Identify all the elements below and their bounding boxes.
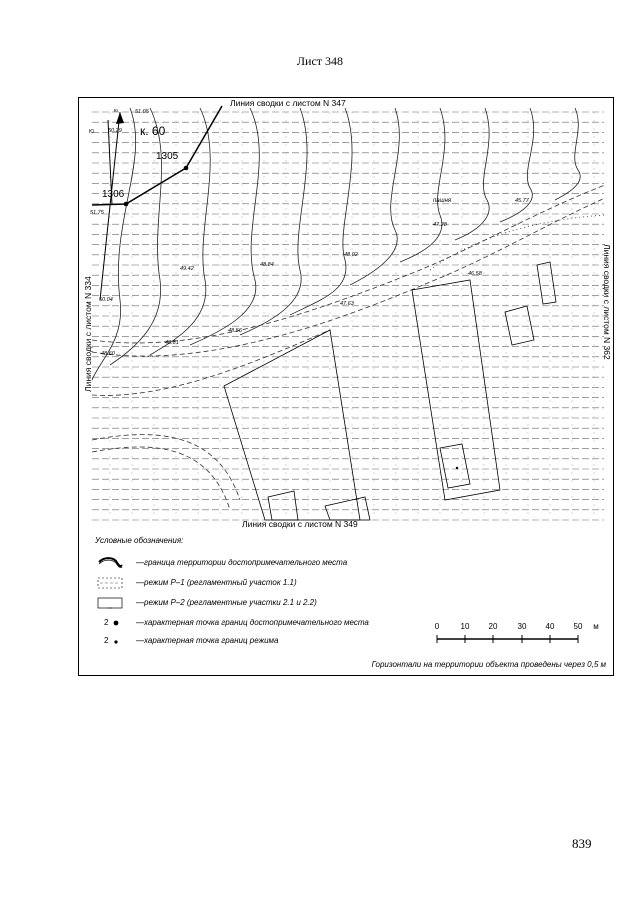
legend-item-r2 [78,596,614,610]
north-label: Ю [89,129,95,135]
contour-value: 47.28 [433,222,447,228]
legend-title: Условные обозначения: [95,536,184,545]
legend-item-text: —режим Р–1 (регламентный участок 1.1) [136,578,297,587]
building [325,497,370,520]
contour-value: 48.81 [165,340,179,346]
bottom-border-label: Линия сводки с листом N 349 [242,519,358,529]
legend-item-text: —граница территории достопримечательного места [136,558,348,567]
contour-value: 47.63 [340,301,354,307]
contour-line [350,108,399,285]
building [505,306,534,345]
point-label: к. 60 [140,124,166,138]
building [440,444,470,488]
building [268,491,298,520]
contour-line [555,108,580,200]
scale-tick-label: 20 [488,622,498,631]
scale-tick-label: 10 [460,622,470,631]
road [92,330,330,395]
r1-symbol-icon [94,576,134,590]
lot-outline [412,280,500,500]
road [92,447,230,510]
top-border-label: Линия сводки с листом N 347 [230,98,346,108]
arable-label: пашня [433,198,452,204]
building-marker [456,467,458,469]
scale-unit: м [593,622,599,631]
building [537,262,556,304]
legend [78,528,614,676]
contour-note: Горизонтали на территории объекта проведены через 0,5 м [371,660,606,669]
scale-tick-label: 30 [517,622,527,631]
r2-symbol-icon [94,596,134,610]
point-1305-label: 1305 [156,151,179,162]
page-title: Лист 348 [296,54,344,68]
boundary-point-1305 [184,166,189,171]
contour-value: 48.84 [260,262,274,268]
scale-ruler [433,633,623,645]
scale-tick-label: 0 [434,622,440,631]
contour-value: 48.60 [101,351,115,357]
road [92,198,605,356]
point-1306-label: 1306 [102,189,125,200]
contour-value: 50.04 [99,297,113,303]
north-arrow [100,112,120,300]
contour-value: 50.29 [108,128,122,134]
contour-value: 51.05 [135,109,149,115]
contour-line [455,108,489,240]
contour-line [500,108,534,222]
scale-tick-label: 40 [545,622,555,631]
legend-item-r1 [78,576,614,590]
point-symbol-icon [94,616,134,630]
page-number: 839 [572,836,592,851]
scale-bar [433,622,623,648]
right-border-label: Линия сводки с листом N 362 [602,244,612,360]
contour-value: 46.58 [468,271,482,277]
contour-value: 48.02 [344,252,358,258]
contour-line [400,108,445,262]
contour-line [290,108,352,315]
contour-value: 49.42 [180,266,194,272]
contour-value: 45.77 [515,198,529,204]
contour-line [92,108,136,380]
left-border-label: Линия сводки с листом N 334 [83,276,93,392]
road [92,435,240,500]
contour-value: 48.56 [228,328,242,334]
legend-item-boundary [78,556,614,570]
contour-line [150,108,210,355]
legend-item-text: —режим Р–2 (регламентные участки 2.1 и 2.2) [136,598,317,607]
boundary-symbol-icon [94,556,134,570]
regime-point-icon [94,634,134,648]
contour-value: 51.75 [90,210,104,216]
scale-tick-label: 50 [573,622,583,631]
legend-item-text: —характерная точка границ достопримечательного места [136,618,369,627]
legend-point-number: 2 [104,636,109,645]
contour-values [90,109,530,357]
legend-item-text: —характерная точка границ режима [136,636,279,645]
legend-point-number: 2 [104,618,109,627]
road [430,215,605,270]
north-label-2: ю [114,108,118,114]
buildings [224,262,556,520]
contour-line [240,108,307,335]
boundary-point-1306 [124,202,129,207]
